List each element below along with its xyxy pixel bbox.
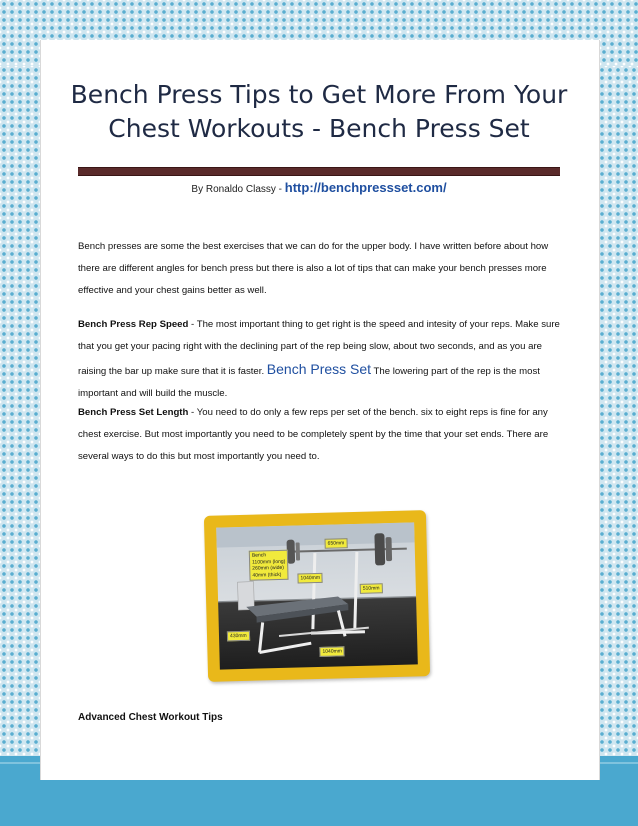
bench-spec-thickness: 40mm (thick) — [252, 571, 282, 579]
intro-paragraph: Bench presses are some the best exercises that we can do for the upper body. I have written before about how there are different angles for bench press but there is also a lot of tips that can make your bench presses more effective and your chest gains better as well. — [78, 241, 549, 296]
dimension-label-650: 650mm — [325, 538, 348, 549]
decorative-pattern-right — [598, 66, 638, 756]
byline-link[interactable]: http://benchpressset.com/ — [284, 180, 447, 195]
bench-photo — [216, 522, 418, 669]
section-rep-speed-heading: Bench Press Rep Speed — [78, 319, 189, 330]
dimension-label-430: 430mm — [227, 631, 250, 642]
section-set-length-heading: Bench Press Set Length — [78, 407, 189, 418]
dimension-label-1040-top: 1040mm — [297, 573, 323, 584]
image-caption: Advanced Chest Workout Tips — [78, 712, 223, 723]
byline-author: By Ronaldo Classy - — [191, 184, 285, 195]
byline — [40, 180, 598, 195]
bench-spec-title: Bench — [251, 552, 267, 559]
bench-illustration — [216, 522, 418, 669]
title-line-2: Chest Workouts - Bench Press Set — [108, 114, 530, 143]
dimension-label-1040-bottom: 1040mm — [319, 646, 345, 657]
section-rep-speed-text: - The most important thing to get right is the speed and intesity of your reps. Make sure that you get your pacing right with the declining part of the rep being slow, about two seconds, and as you are raising the bar up make sure that it is faster. — [78, 319, 560, 377]
decorative-pattern-left — [0, 66, 40, 756]
section-rep-speed-text-end: The lowering part of the rep is the most important and will build the muscle. — [78, 366, 540, 399]
bench-spec-box — [249, 550, 289, 581]
section-set-length — [78, 402, 562, 468]
title-line-1: Bench Press Tips to Get More From Your — [70, 80, 568, 109]
bench-press-set-link[interactable]: Bench Press Set — [266, 361, 372, 377]
section-rep-speed — [78, 314, 562, 405]
bench-photo-frame — [204, 510, 430, 682]
title-divider — [78, 167, 560, 176]
bench-spec-length: 1100mm (long) — [252, 558, 286, 566]
section-set-length-text: - You need to do only a few reps per set of the bench. six to eight reps is fine for any chest exercise. But most importantly you need to be completely spent by the time that your set ends. There are several ways to do this but most importantly you need to. — [78, 407, 549, 462]
bench-spec-width: 260mm (wide) — [252, 564, 285, 572]
document-title — [40, 78, 598, 146]
dimension-label-510: 510mm — [360, 583, 383, 594]
